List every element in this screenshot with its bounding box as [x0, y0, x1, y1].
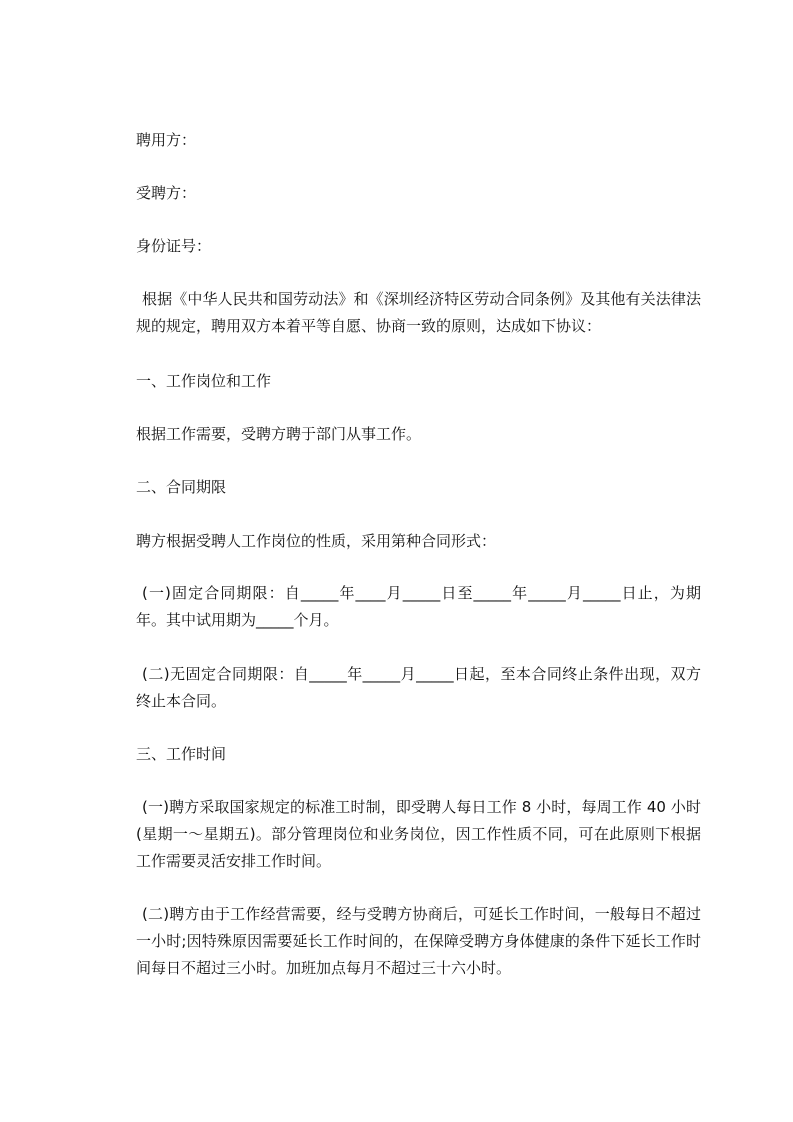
section-2-text: 聘方根据受聘人工作岗位的性质，采用第种合同形式： [136, 532, 497, 550]
id-number-label: 身份证号： [136, 237, 212, 255]
section-3-item-1: (一)聘方采取国家规定的标准工时制，即受聘人每日工作 8 小时，每周工作 40 小时(星期一～星期五)。部分管理岗位和业务岗位，因工作性质不同，可在此原则下根据工作需要灵活安排工作时间。 [136, 798, 701, 870]
section-1-title: 一、工作岗位和工作 [136, 372, 272, 390]
employee-label: 受聘方： [136, 184, 197, 202]
intro-paragraph: 根据《中华人民共和国劳动法》和《深圳经济特区劳动合同条例》及其他有关法律法规的规定，聘用双方本着平等自愿、协商一致的原则，达成如下协议： [136, 290, 701, 335]
section-3-item-2: (二)聘方由于工作经营需要，经与受聘方协商后，可延长工作时间，一般每日不超过一小时;因特殊原因需要延长工作时间的，在保障受聘方身体健康的条件下延长工作时间每日不超过三小时。加班加点每月不超过三十六小时。 [136, 905, 701, 977]
section-2-item-2: (二)无固定合同期限：自_____年_____月_____日起，至本合同终止条件出现，双方终止本合同。 [136, 665, 701, 710]
section-1-text: 根据工作需要，受聘方聘于部门从事工作。 [136, 425, 422, 443]
employer-label: 聘用方： [136, 131, 197, 149]
section-3-title: 三、工作时间 [136, 745, 227, 763]
section-2-title: 二、合同期限 [136, 478, 227, 496]
section-2-item-1: (一)固定合同期限：自_____年____月_____日至_____年_____月_____日止，为期年。其中试用期为_____个月。 [136, 584, 701, 629]
